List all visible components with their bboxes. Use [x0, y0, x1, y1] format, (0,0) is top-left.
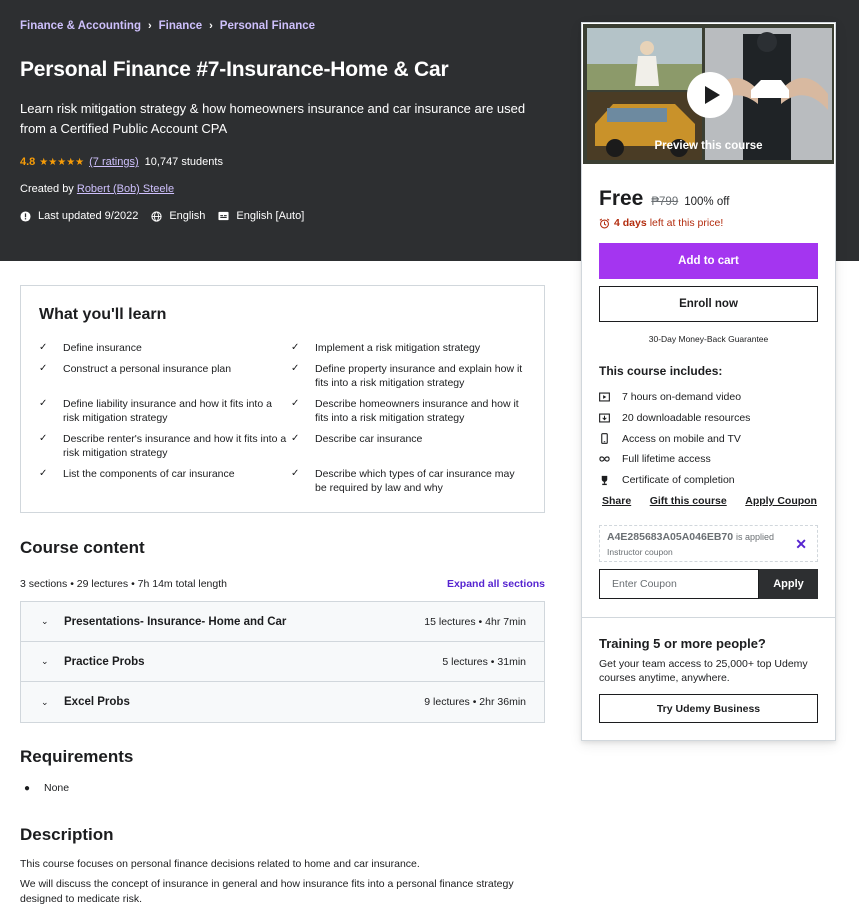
- learn-item: ✓ Describe which types of car insurance may be required by law and why: [291, 467, 515, 494]
- divider: [582, 617, 835, 618]
- applied-coupon: [599, 525, 818, 562]
- what-youll-learn-box: [20, 285, 545, 513]
- urgency-text: left at this price!: [649, 217, 724, 229]
- alert-badge-icon: [20, 211, 31, 222]
- apply-coupon-button[interactable]: Apply: [759, 569, 818, 599]
- rating-value: 4.8: [20, 156, 36, 168]
- coupon-applied-text: is applied: [736, 532, 775, 542]
- price-row: [599, 187, 729, 211]
- star-rating-icon: ★★★★★: [39, 156, 85, 168]
- learn-item: ✓ Describe car insurance: [291, 432, 529, 461]
- video-icon: [599, 392, 610, 402]
- description-paragraph: We will discuss the concept of insurance in general and how insurance fits into a personal finance strategy designed to medicate risk.: [20, 878, 514, 905]
- learn-item: ✓ Describe renter's insurance and how it fits into a risk mitigation strategy: [39, 432, 287, 459]
- learn-item: ✓ Define property insurance and explain how it fits into a risk mitigation strategy: [291, 362, 523, 389]
- check-icon: ✓: [291, 432, 300, 444]
- chevron-down-icon: ⌄: [41, 656, 49, 666]
- includes-list: [599, 387, 750, 490]
- check-icon: ✓: [39, 397, 48, 409]
- learn-list: [39, 341, 529, 496]
- check-icon: ✓: [291, 342, 300, 353]
- chevron-down-icon: ⌄: [41, 616, 49, 626]
- chevron-down-icon: ⌄: [41, 696, 49, 707]
- expand-all-sections-button[interactable]: Expand all sections: [446, 578, 545, 590]
- check-icon: ✓: [39, 362, 48, 374]
- learn-item: ✓ Implement a risk mitigation strategy: [291, 342, 481, 354]
- chevron-right-icon: ›: [209, 20, 213, 32]
- urgency-days: 4 days: [614, 217, 647, 229]
- infinity-icon: [599, 455, 610, 463]
- bullet-icon: ●: [24, 782, 31, 794]
- include-item: Access on mobile and TV: [599, 428, 750, 449]
- section-meta: 5 lectures • 31min: [442, 655, 526, 668]
- share-link[interactable]: Share: [602, 495, 632, 507]
- apply-coupon-link[interactable]: Apply Coupon: [745, 495, 817, 507]
- price-urgency: [599, 217, 723, 229]
- coupon-input[interactable]: Enter Coupon: [599, 569, 759, 599]
- breadcrumb-item[interactable]: Finance: [158, 20, 203, 32]
- alarm-clock-icon: [599, 218, 610, 229]
- author-link[interactable]: Robert (Bob) Steele: [76, 183, 175, 195]
- captions-text: English [Auto]: [236, 210, 305, 222]
- requirement-item: ● None: [24, 782, 70, 794]
- include-item: Certificate of completion: [599, 470, 750, 491]
- action-links: [602, 495, 817, 507]
- original-price: ₱799: [651, 196, 679, 208]
- description-paragraph: This course focuses on personal finance decisions related to home and car insurance.: [20, 858, 420, 870]
- closed-captions-icon: [218, 211, 229, 221]
- purchase-sidebar: [581, 22, 836, 741]
- remove-coupon-icon[interactable]: ✕: [795, 536, 807, 552]
- check-icon: ✓: [291, 397, 300, 409]
- section-title: Practice Probs: [64, 655, 145, 668]
- breadcrumb: [20, 20, 315, 32]
- enroll-now-button[interactable]: Enroll now: [599, 286, 818, 322]
- section-meta: 15 lectures • 4hr 7min: [424, 615, 526, 628]
- section-row[interactable]: [21, 682, 544, 722]
- check-icon: ✓: [39, 467, 48, 479]
- section-row[interactable]: [21, 602, 544, 642]
- course-title: Personal Finance #7-Insurance-Home & Car: [20, 58, 449, 81]
- last-updated: [20, 210, 138, 222]
- discount-percent: 100% off: [684, 196, 730, 208]
- check-icon: ✓: [291, 362, 300, 374]
- trophy-icon: [599, 475, 610, 486]
- download-icon: [599, 413, 610, 423]
- breadcrumb-item[interactable]: Finance & Accounting: [20, 20, 141, 32]
- created-by: [20, 183, 174, 195]
- check-icon: ✓: [39, 432, 48, 444]
- language-text: English: [169, 210, 206, 222]
- gift-course-link[interactable]: Gift this course: [649, 495, 727, 507]
- money-back-guarantee: 30-Day Money-Back Guarantee: [648, 334, 769, 344]
- learn-item: ✓ Define insurance: [39, 342, 142, 354]
- chevron-right-icon: ›: [147, 20, 152, 32]
- mobile-icon: [599, 433, 610, 444]
- last-updated-text: Last updated 9/2022: [38, 210, 139, 222]
- learn-item: ✓ Construct a personal insurance plan: [39, 362, 291, 391]
- check-icon: ✓: [39, 342, 48, 353]
- try-udemy-business-button[interactable]: Try Udemy Business: [599, 694, 818, 723]
- course-meta: [20, 210, 317, 222]
- check-icon: ✓: [291, 467, 300, 479]
- students-count: 10,747 students: [144, 156, 223, 168]
- include-item: Full lifetime access: [599, 449, 750, 470]
- description-title: Description: [20, 825, 114, 844]
- course-subtitle: Learn risk mitigation strategy & how homeowners insurance and car insurance are used from a Certified Public Account CPA: [20, 101, 526, 136]
- include-item: 20 downloadable resources: [599, 408, 750, 429]
- business-title: Training 5 or more people?: [599, 636, 766, 651]
- section-row[interactable]: [21, 642, 544, 682]
- learn-item: ✓ List the components of car insurance: [39, 467, 291, 496]
- created-by-label: Created by: [20, 183, 74, 195]
- language: [151, 210, 205, 222]
- add-to-cart-button[interactable]: Add to cart: [599, 243, 818, 279]
- requirements-title: Requirements: [20, 747, 134, 766]
- course-content-meta: 3 sections • 29 lectures • 7h 14m total length: [20, 578, 227, 590]
- includes-title: This course includes:: [599, 364, 723, 378]
- breadcrumb-item[interactable]: Personal Finance: [219, 20, 316, 32]
- ratings-count-link[interactable]: (7 ratings): [89, 156, 139, 168]
- learn-item: ✓ Describe homeowners insurance and how it fits into a risk mitigation strategy: [291, 397, 519, 424]
- learn-item: ✓ Define liability insurance and how it fits into a risk mitigation strategy: [39, 397, 272, 424]
- play-button[interactable]: [687, 72, 733, 118]
- include-item: 7 hours on-demand video: [599, 387, 750, 408]
- globe-icon: [151, 211, 162, 222]
- play-icon: [687, 72, 733, 118]
- rating-row: [20, 156, 223, 168]
- learn-title: What you'll learn: [39, 306, 167, 323]
- business-text: Get your team access to 25,000+ top Udemy courses anytime, anywhere.: [599, 658, 808, 684]
- section-title: Excel Probs: [64, 696, 130, 708]
- current-price: Free: [599, 187, 644, 210]
- preview-label: Preview this course: [654, 140, 763, 152]
- course-content-title: Course content: [20, 538, 145, 557]
- coupon-type: Instructor coupon: [607, 547, 673, 557]
- captions: [218, 210, 304, 222]
- section-title: Presentations- Insurance- Home and Car: [64, 615, 287, 628]
- course-preview[interactable]: [582, 23, 835, 165]
- coupon-code: A4E285683A05A046EB70 is applied: [607, 531, 775, 543]
- section-meta: 9 lectures • 2hr 36min: [424, 696, 526, 708]
- course-sections: [20, 601, 545, 723]
